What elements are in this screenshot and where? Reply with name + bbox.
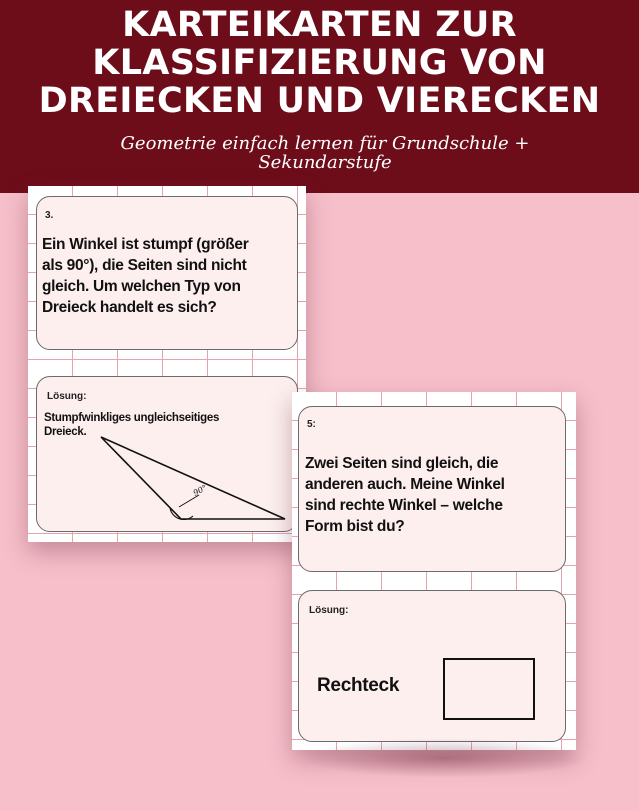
solution-card-5 [298, 590, 566, 742]
solution-label: Lösung: [309, 605, 349, 616]
angle-arc [170, 508, 193, 519]
subtitle-line-2: Sekundarstufe [258, 152, 392, 173]
question-text [42, 234, 294, 318]
page-title [0, 6, 639, 120]
solution-text: Rechteck [317, 675, 400, 696]
title-line-2: KLASSIFIZIERUNG VON [92, 43, 547, 83]
flashcard-sheet-left [28, 186, 306, 542]
question-line: als 90°), die Seiten sind nicht [42, 257, 247, 274]
question-card-3 [36, 196, 298, 350]
solution-label: Lösung: [47, 391, 87, 402]
subtitle-line-1: Geometrie einfach lernen für Grundschule + [120, 133, 530, 154]
question-line: gleich. Um welchen Typ von [42, 278, 241, 295]
header-banner [0, 0, 639, 193]
rectangle-shape [443, 658, 535, 720]
question-line: Ein Winkel ist stumpf (größer [42, 236, 249, 253]
angle-label: 90° [191, 483, 209, 498]
question-card-5 [298, 406, 566, 572]
card-number: 3. [45, 210, 54, 221]
question-text [305, 453, 563, 537]
question-line: Dreieck handelt es sich? [42, 299, 217, 316]
solution-card-3 [36, 376, 298, 532]
flashcard-sheet-right [292, 392, 576, 750]
title-line-1: KARTEIKARTEN ZUR [122, 5, 517, 45]
obtuse-triangle-diagram [37, 377, 299, 533]
solution-line: Dreieck. [44, 426, 87, 438]
question-line: Zwei Seiten sind gleich, die [305, 455, 499, 472]
question-line: sind rechte Winkel – welche [305, 497, 503, 514]
sheet-shadow [300, 738, 590, 778]
subtitle [40, 134, 610, 172]
solution-line: Stumpfwinkliges ungleichseitiges [44, 412, 220, 424]
triangle-shape [101, 437, 285, 519]
card-number: 5: [307, 419, 316, 430]
question-line: Form bist du? [305, 518, 405, 535]
title-line-3: DREIECKEN UND VIERECKEN [38, 81, 601, 121]
question-line: anderen auch. Meine Winkel [305, 476, 505, 493]
